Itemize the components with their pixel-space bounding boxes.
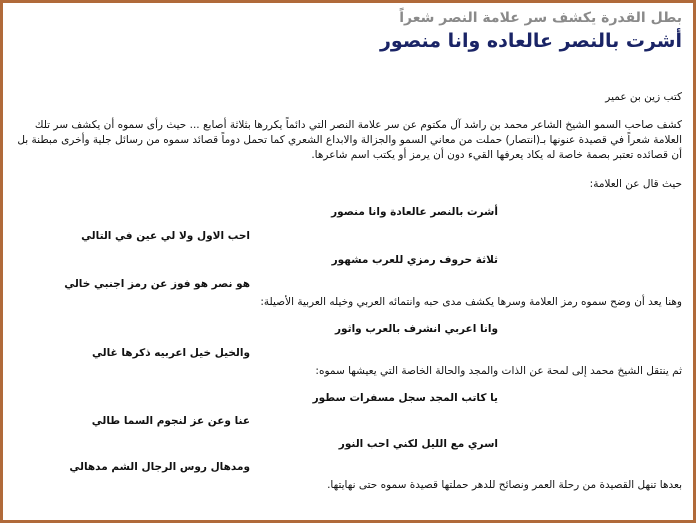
article-kicker: بطل القدرة يكشف سر علامة النصر شعراً [399, 10, 682, 26]
verse-line: عنا وعن عز لنجوم السما طالي [91, 415, 250, 427]
article-paragraph: ثم ينتقل الشيخ محمد إلى لمحة عن الذات والمجد والحالة الخاصة التي يعيشها سموه: [315, 365, 682, 377]
verse-line: والخيل خيل اعربيه ذكرها غالي [92, 347, 250, 359]
article-intro: كشف صاحب السمو الشيخ الشاعر محمد بن راشد آل مكتوم عن سر علامة النصر التي دائماً يكررها بثلاثة أصابع ... حيث رأى سموه أن يكشف سر تلك العلامة شعراً في قصيدة عنونها بـ(انتصار) حملت من معاني السمو والجزالة والابداع الشعري كما تحمل دوماً قصائد سموه من رسائل جلية وأخرى مبطنة بل أن قصائده تعتبر بصمة خاصة له يكاد يعرفها القيء دون أن يرمز أو يكتب اسم شاعرها. [17, 119, 682, 161]
verse-line: ومدهال روس الرجال الشم مدهالي [69, 461, 250, 473]
verse-line: وانا اعربي انشرف بالعرب واثور [335, 323, 498, 335]
article-paragraph: وهنا يعد أن وضح سموه رمز العلامة وسرها يكشف مدى حبه وانتمائه العربي وخيله العربية الأصيلة: [260, 296, 682, 308]
article [3, 3, 693, 493]
article-paragraph: بعدها تنهل القصيدة من رحلة العمر ونصائح للدهر حملتها قصيدة سموه حتى نهايتها. [327, 479, 682, 491]
article-lead-in: حيث قال عن العلامة: [589, 178, 682, 190]
verse-line: احب الاول ولا لي عين في التالي [81, 230, 250, 242]
verse-block-3 [17, 391, 682, 474]
verse-line: يا كاتب المجد سجل مسفرات سطور [312, 392, 498, 404]
verse-block-2 [17, 322, 682, 360]
verse-block-1 [17, 205, 682, 291]
article-byline: كتب زين بن عمير [605, 91, 682, 103]
article-headline: أشرت بالنصر عالعاده وانا منصور [379, 30, 682, 52]
verse-line: اسري مع الليل لكني احب النور [338, 438, 498, 450]
verse-line: ثلاثة حروف رمزي للعرب مشهور [331, 254, 498, 266]
verse-line: أشرت بالنصر عالعادة وانا منصور [331, 206, 498, 218]
verse-line: هو نصر هو فوز عن رمز اجنبي خالي [64, 278, 250, 290]
